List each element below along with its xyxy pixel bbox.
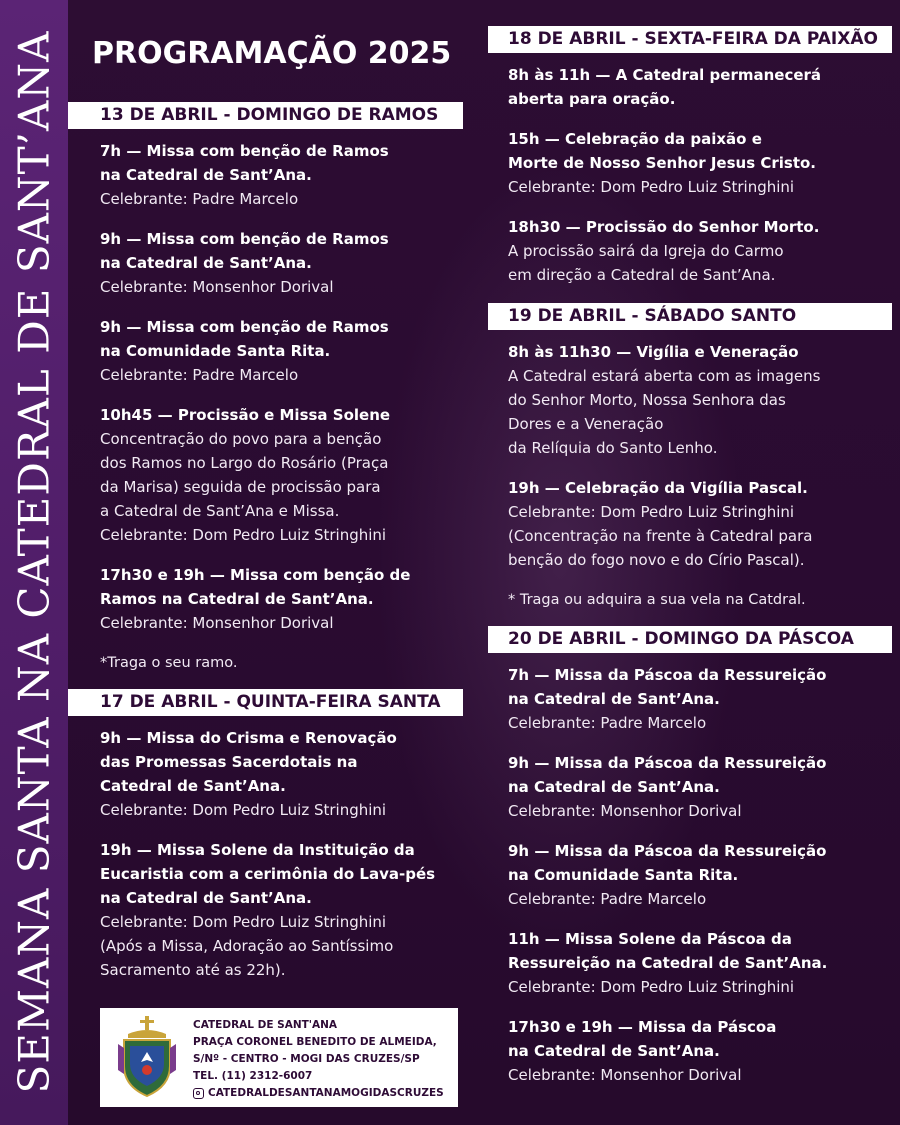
event-title: 9h — Missa da Páscoa da Ressureição na Catedral de Sant’Ana. — [508, 754, 827, 796]
event-title: 19h — Missa Solene da Instituição da Eucaristia com a cerimônia do Lava-pés na Catedral de Sant’Ana. — [100, 841, 436, 907]
event-details: Celebrante: Padre Marcelo — [100, 190, 299, 208]
event — [100, 838, 463, 982]
main-title: PROGRAMAÇÃO 2025 — [92, 36, 452, 71]
section-body — [488, 330, 892, 612]
contact-phone: TEL. (11) 2312-6007 — [193, 1070, 313, 1082]
event — [100, 139, 463, 211]
event-details: Concentração do povo para a benção dos Ramos no Largo do Rosário (Praça da Marisa) seguida de procissão para a Catedral de Sant’Ana e Missa. Celebrante: Dom Pedro Luiz Stringhini — [100, 430, 389, 544]
event — [508, 663, 892, 735]
section-body — [68, 129, 463, 675]
contact-info — [193, 1017, 455, 1102]
event-details: Celebrante: Dom Pedro Luiz Stringhini — [508, 178, 795, 196]
contact-box — [100, 1008, 458, 1107]
contact-name: CATEDRAL DE SANT'ANA — [193, 1019, 338, 1031]
event — [100, 227, 463, 299]
section-header: 13 DE ABRIL - DOMINGO DE RAMOS — [68, 102, 463, 129]
side-title: SEMANA SANTA NA CATEDRAL DE SANT’ANA — [9, 30, 59, 1094]
section-body — [68, 716, 463, 982]
event-title: 9h — Missa da Páscoa da Ressureição na Comunidade Santa Rita. — [508, 842, 827, 884]
event-title: 9h — Missa com benção de Ramos na Catedral de Sant’Ana. — [100, 230, 389, 272]
event-details: Celebrante: Monsenhor Dorival — [100, 614, 334, 632]
event-details: A Catedral estará aberta com as imagens do Senhor Morto, Nossa Senhora das Dores e a Veneração da Relíquia do Santo Lenho. — [508, 367, 821, 457]
event-details: Celebrante: Monsenhor Dorival — [508, 802, 742, 820]
side-band — [0, 0, 68, 1125]
event — [508, 476, 892, 572]
event-details: Celebrante: Dom Pedro Luiz Stringhini (Concentração na frente à Catedral para benção do fogo novo e do Círio Pascal). — [508, 503, 813, 569]
event — [508, 340, 892, 460]
event — [508, 751, 892, 823]
event — [100, 563, 463, 635]
event-details: Celebrante: Monsenhor Dorival — [508, 1066, 742, 1084]
right-column — [488, 26, 892, 1103]
event-title: 7h — Missa da Páscoa da Ressureição na Catedral de Sant’Ana. — [508, 666, 827, 708]
contact-address-line2: S/Nº - CENTRO - MOGI DAS CRUZES/SP — [193, 1053, 420, 1065]
event-title: 7h — Missa com benção de Ramos na Catedral de Sant’Ana. — [100, 142, 389, 184]
event — [100, 726, 463, 822]
instagram-icon — [193, 1088, 204, 1099]
event-title: 17h30 e 19h — Missa com benção de Ramos na Catedral de Sant’Ana. — [100, 566, 411, 608]
event-title: 15h — Celebração da paixão e Morte de Nosso Senhor Jesus Cristo. — [508, 130, 816, 172]
event-title: 9h — Missa do Crisma e Renovação das Promessas Sacerdotais na Catedral de Sant’Ana. — [100, 729, 397, 795]
instagram-handle: CATEDRALDESANTANAMOGIDASCRUZES — [208, 1087, 444, 1099]
event-title: 17h30 e 19h — Missa da Páscoa na Catedral de Sant’Ana. — [508, 1018, 777, 1060]
contact-instagram[interactable] — [193, 1085, 455, 1102]
event — [508, 927, 892, 999]
event-details: Celebrante: Monsenhor Dorival — [100, 278, 334, 296]
event-details: Celebrante: Padre Marcelo — [508, 714, 707, 732]
event-details: A procissão sairá da Igreja do Carmo em direção a Catedral de Sant’Ana. — [508, 242, 784, 284]
event-title: 8h às 11h — A Catedral permanecerá aberta para oração. — [508, 66, 822, 108]
event-title: 10h45 — Procissão e Missa Solene — [100, 406, 391, 424]
event — [100, 315, 463, 387]
event-details: Celebrante: Padre Marcelo — [508, 890, 707, 908]
diocese-crest-icon — [114, 1014, 180, 1102]
event-title: 18h30 — Procissão do Senhor Morto. — [508, 218, 820, 236]
note: *Traga o seu ramo. — [100, 655, 238, 671]
event — [508, 839, 892, 911]
event — [100, 403, 463, 547]
event-details: Celebrante: Dom Pedro Luiz Stringhini (Após a Missa, Adoração ao Santíssimo Sacramento até as 22h). — [100, 913, 394, 979]
note: * Traga ou adquira a sua vela na Catdral. — [508, 592, 806, 608]
section-header: 17 DE ABRIL - QUINTA-FEIRA SANTA — [68, 689, 463, 716]
left-column — [68, 102, 463, 998]
contact-address-line1: PRAÇA CORONEL BENEDITO DE ALMEIDA, — [193, 1036, 437, 1048]
event-details: Celebrante: Dom Pedro Luiz Stringhini — [508, 978, 795, 996]
section-header: 19 DE ABRIL - SÁBADO SANTO — [488, 303, 892, 330]
event-title: 19h — Celebração da Vigília Pascal. — [508, 479, 808, 497]
event-details: Celebrante: Dom Pedro Luiz Stringhini — [100, 801, 387, 819]
section-body — [488, 53, 892, 287]
section-header: 18 DE ABRIL - SEXTA-FEIRA DA PAIXÃO — [488, 26, 892, 53]
section-header: 20 DE ABRIL - DOMINGO DA PÁSCOA — [488, 626, 892, 653]
event — [508, 127, 892, 199]
event — [508, 215, 892, 287]
event-title: 9h — Missa com benção de Ramos na Comunidade Santa Rita. — [100, 318, 389, 360]
section-body — [488, 653, 892, 1087]
event-details: Celebrante: Padre Marcelo — [100, 366, 299, 384]
event-title: 11h — Missa Solene da Páscoa da Ressureição na Catedral de Sant’Ana. — [508, 930, 828, 972]
event-title: 8h às 11h30 — Vigília e Veneração — [508, 343, 799, 361]
event — [508, 1015, 892, 1087]
event — [508, 63, 892, 111]
